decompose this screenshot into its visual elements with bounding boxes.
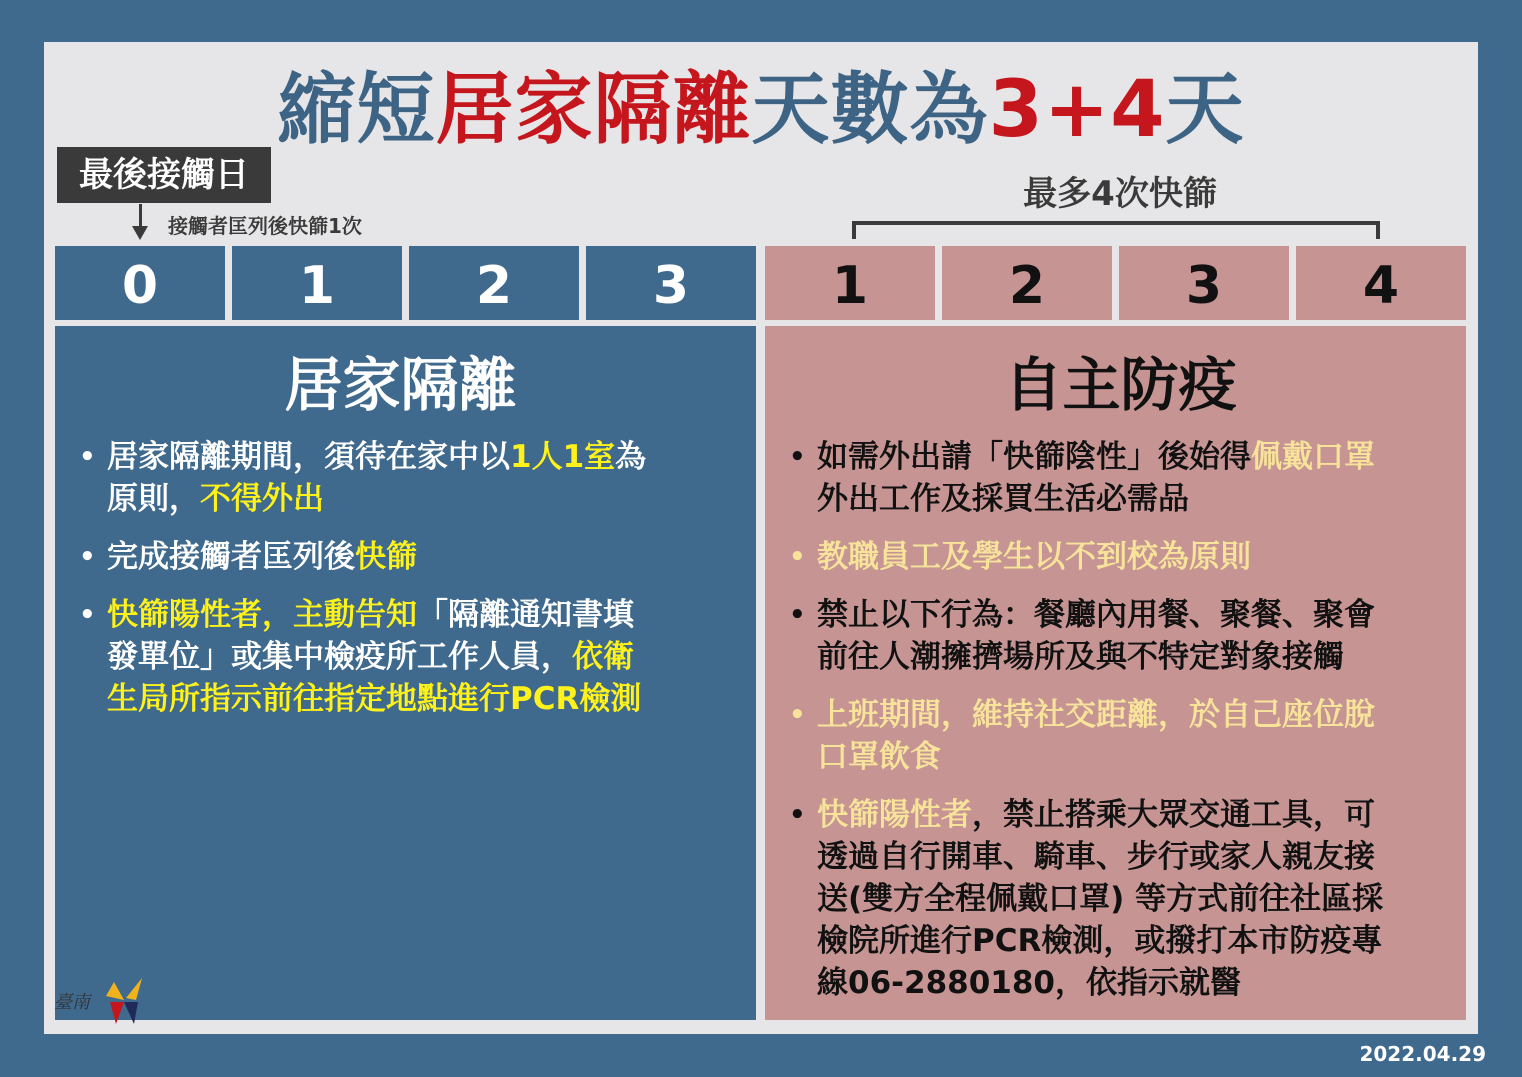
publish-date: 2022.04.29 <box>1359 1042 1486 1066</box>
quarantine-heading: 居家隔離 <box>284 351 517 419</box>
quarantine-rule-1: • 居家隔離期間，須待在家中以1人1室為 原則，不得外出 <box>79 436 746 520</box>
quarantine-rule-2: • 完成接觸者匡列後快篩 <box>79 536 746 578</box>
tainan-city-logo-icon: 臺南 <box>54 974 146 1026</box>
max-rapid-test-label: 最多4次快篩 <box>1023 174 1217 214</box>
quarantine-day-2: 2 <box>409 246 579 320</box>
self-health-rule-1: • 如需外出請「快篩陰性」後始得佩戴口罩 外出工作及採買生活必需品 <box>789 436 1456 520</box>
down-arrow-icon <box>139 204 142 228</box>
self-health-day-1: 1 <box>765 246 935 320</box>
self-health-day-3: 3 <box>1119 246 1289 320</box>
self-health-list <box>789 436 1456 1020</box>
page-title: 縮短居家隔離天數為3+4天 <box>277 65 1245 155</box>
quarantine-rule-3: • 快篩陽性者，主動告知「隔離通知書填 發單位」或集中檢疫所工作人員，依衛 生局所指示前往指定地點進行PCR檢測 <box>79 594 746 720</box>
logo-emblem-icon <box>54 974 146 1026</box>
quarantine-day-0: 0 <box>55 246 225 320</box>
self-health-rule-4: • 上班期間，維持社交距離，於自己座位脫 口罩飲食 <box>789 694 1456 778</box>
quarantine-day-3: 3 <box>586 246 756 320</box>
self-health-day-2: 2 <box>942 246 1112 320</box>
self-health-column <box>765 326 1466 1020</box>
last-contact-day-label: 最後接觸日 <box>57 147 271 203</box>
self-health-rule-5: • 快篩陽性者，禁止搭乘大眾交通工具，可 透過自行開車、騎車、步行或家人親友接 送(雙方全程佩戴口罩) 等方式前往社區採 檢院所進行PCR檢測，或撥打本市防疫專 線06-2880180，依指示就醫 <box>789 794 1456 1004</box>
quarantine-day-1: 1 <box>232 246 402 320</box>
self-health-rule-2: • 教職員工及學生以不到校為原則 <box>789 536 1456 578</box>
self-health-day-4: 4 <box>1296 246 1466 320</box>
quarantine-column <box>55 326 756 1020</box>
bracket-icon <box>852 221 1380 239</box>
arrow-head-icon <box>132 226 148 240</box>
quarantine-list <box>79 436 746 736</box>
self-health-heading: 自主防疫 <box>1004 351 1237 419</box>
self-health-rule-3: • 禁止以下行為：餐廳內用餐、聚餐、聚會 前往人潮擁擠場所及與不特定對象接觸 <box>789 594 1456 678</box>
contact-test-note: 接觸者匡列後快篩1次 <box>168 214 362 238</box>
